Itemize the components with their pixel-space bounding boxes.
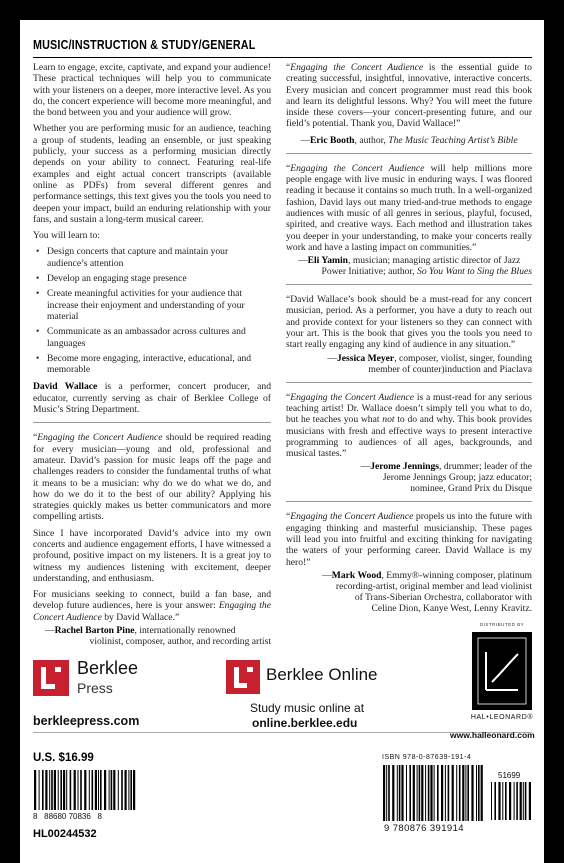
learn-intro: You will learn to: (33, 230, 100, 242)
price-code: 51699 (498, 771, 521, 780)
header-rule (33, 57, 532, 58)
upc-barcode (33, 770, 137, 815)
hal-leonard-name: HAL•LEONARD® (470, 714, 534, 721)
quote-pine: “Engaging the Concert Audience should be required reading for every musician—young and old, professional and amateur. David’s passion for music leaps off the page and challenges readers to consider the fundamental truths of what it means to be a musician: why do we do what we do, and how do we do it to the best of our ability? Applying his strategies quickly makes us better communicators and more compelling artists. Since I have incorporated David’s advice into my own concerts and audience engagement efforts, I have witnessed a profound, positive impact on my listeners. It is a great joy to witness my audiences listening with excitement, deeper understanding, and enthusiasm. For musicians seeking to connect, build a fan base, and develop future audiences, here is your answer: Engaging the Concert Audience by David Wallace.” —Rachel Barton Pine, internationally renowned violinist, composer, author, and recording artist (33, 432, 272, 648)
divider (286, 382, 532, 383)
description-paragraph: Whether you are performing music for an audience, teaching a group of students, leading an ensemble, or just speaking publicly, your success as a performing musician directly depends on your ability to connect. Featuring real-life examples and eight actual concert transcripts (available online as PDFs) from several different genres and performance settings, this text gives you the tools you need to deepen your impact, build an enduring relationship with your fans, and sustain a long-term musical career. (33, 123, 271, 225)
quote-attribution: —Mark Wood, Emmy®-winning composer, platinum recording-artist, original member and lead violinist of Trans-Siberian Orchestra, collaborator with Celine Dion, Kanye West, Lenny Kravitz. (322, 569, 532, 614)
isbn-barcode-icon (382, 765, 486, 821)
isbn-digits: 9 780876 391914 (384, 823, 464, 834)
berklee-press-url[interactable]: berkleepress.com (33, 714, 140, 728)
intro-paragraph: Learn to engage, excite, captivate, and expand your audience! These practical techniques will help you to communicate with your listeners on a deeper, more interactive level. As you do, the concert experience will become more meaningful, and the bond between you and your audience will grow. (33, 62, 271, 119)
quote-booth: “Engaging the Concert Audience is the essential guide to creating successful, insightful, innovative, interactive concerts. Every musician and concert programmer must read this book and learn its delightful lessons. Why? You will meet the future inside these covers—your concert-presenting future, and our field’s potential. Thank you, David Wallace!” —Eric Booth, author, The Music Teaching Artist’s Bible (286, 62, 532, 146)
divider (33, 422, 271, 423)
quote-attribution: —Eric Booth, author, The Music Teaching Artist’s Bible (300, 134, 518, 146)
author-bio: David Wallace is a performer, concert producer, and educator, currently serving as chair of Berklee College of Music’s String Department. (33, 381, 271, 416)
list-item: • Create meaningful activities for your audience that increase their enjoyment and understanding of your material (47, 288, 271, 322)
right-column (286, 62, 532, 614)
price-code-barcode (490, 782, 532, 825)
berklee-mark-icon (33, 660, 69, 696)
quote-wood: “Engaging the Concert Audience propels us into the future with engaging thinking and masterful musicianship. These pages will lead you into fruitful and exciting thinking for navigating the waters of your performing career. David Wallace is my hero!” —Mark Wood, Emmy®-winning composer, platinum recording-artist, original member and lead violinist of Trans-Siberian Orchestra, collaborator with Celine Dion, Kanye West, Lenny Kravitz. (286, 511, 532, 614)
berklee-mark-icon (226, 660, 260, 694)
list-item: • Communicate as an ambassador across cultures and languages (47, 326, 271, 349)
left-column (33, 62, 271, 647)
quote-yamin: “Engaging the Concert Audience will help millions more people engage with live music in enduring ways. I was floored reading it because it contains so much truth. In a well-organized fashion, David lays out many tried-and-true methods to engage audiences with music of all genres in serious, playful, focused, spirited, and creative ways. Each method and illustration takes you deeper in your understanding, to make your concerts really work and have a lasting impact on communities.” —Eli Yamin, musician; managing artistic director of Jazz Power Initiative; author, So You Want to Sing the Blues (286, 162, 532, 278)
hal-leonard-url[interactable]: www.halleonard.com (450, 730, 535, 740)
quote-jennings: “Engaging the Concert Audience is a must-read for any serious teaching artist! Dr. Wallace doesn’t simply tell you what to do, but he teaches you what not to do and why. This book provides musicians with fresh and effective ways to present interactive programming to audiences of all ages, backgrounds, and musical tastes.” —Jerome Jennings, drummer; leader of the Jerome Jennings Group; jazz educator; nominee, Grand Prix du Disque (286, 391, 532, 495)
divider (286, 153, 532, 154)
hal-leonard-logo (472, 632, 532, 710)
divider (286, 284, 532, 285)
hl-number: HL00244532 (33, 828, 97, 840)
quote-attribution: —Rachel Barton Pine, internationally renowned violinist, composer, author, and recording artist (45, 625, 271, 648)
quote-attribution: —Jessica Meyer, composer, violist, singer, founding member of counter)induction and Piaclava (327, 352, 532, 375)
isbn-label: ISBN 978-0-87639-191-4 (382, 754, 472, 761)
hal-leonard-emblem-icon (472, 632, 532, 710)
list-item: • Design concerts that capture and maintain your audience’s attention (47, 246, 271, 269)
learn-list (33, 246, 271, 375)
distributed-by-label: DISTRIBUTED BY (479, 622, 525, 627)
study-online-text: Study music online at (250, 701, 365, 715)
quote-attribution: —Jerome Jennings, drummer; leader of the Jerome Jennings Group; jazz educator; nominee, Grand Prix du Disque (360, 461, 532, 495)
author-name: David Wallace (33, 381, 98, 393)
price: U.S. $16.99 (33, 752, 94, 764)
back-cover: MUSIC/INSTRUCTION & STUDY/GENERAL Learn to engage, excite, captivate, and expand your audience! These practical techniques will help you to communicate with your listeners on a deeper, more interactive level. As you do, the concert experience will become more meaningful, and the bond between you and your audience will grow. Whether you are performing music for an audience, teaching a group of students, leading an ensemble, or just speaking publicly, your success as a performing musician directly depends on your ability to connect. Featuring real-life examples and eight actual concert transcripts (available online as PDFs) from several different genres and performance settings, this text gives you the tools you need to deepen your impact, build an enduring relationship with your fans, and sustain a long-term musical career. You will learn to: • Design concerts that capture and maintain your audience’s attention • Develop an engaging stage presence • Create meaningful activities for your audience that increase their enjoyment and understanding of your material • Communicate as an ambassador across cultures and languages • Become more engaging, interactive, educational, and memorable David Wallace is a performer, concert producer, and educator, currently serving as chair of Berklee College of Music’s String Department. “Engaging the Concert Audience should be required reading for every musician—young and old, professional and amateur. David’s passion for music leaps off the page and challenges readers to consider the fundamental truths of what it means to be a musician: why do we do what we do, and how do we do it to the best of our ability? Applying his strategies quickly makes us better communicators and more compelling artists. Since I have incorporated David’s advice into my own concerts and audience engagement efforts, I have witnessed a profound, positive impact on my listeners. It is a great joy to witness my audiences listening with excitement, deeper understanding, and enthusiasm. For musicians seeking to connect, build a fan base, and develop future audiences, here is your answer: Engaging the Concert Audience by David Wallace.” —Rachel Barton Pine, internationally renowned violinist, composer, author, and recording artist “Engaging the Concert Audience is the essential guide to creating successful, insightful, innovative, interactive concerts. Every musician and concert programmer must read this book and learn its delightful lessons. Why? You will meet the future inside these covers—your concert-presenting future, and our field’s potential. Thank you, David Wallace!” —Eric Booth, author, The Music Teaching Artist’s Bible “Engaging the Concert Audience will help millions more people engage with live music in enduring ways. I was floored reading it because it contains so much truth. In a well-organized fashion, David lays out many tried-and-true methods to engage audiences with music of all genres in serious, playful, focused, spirited, and creative ways. Each method and illustration takes you deeper in your understanding, to make your concerts really work and have a lasting impact on communities.” —Eli Yamin, musician; managing artistic director of Jazz Power Initiative; author, So You Want to Sing the Blues “David Wallace’s book should be a must-read for any concert musician, period. As a performer, you have a duty to reach out and provide context for your listeners so they can connect with your art. This is the book that gives you the tools you need to start really engaging any kind of audience in any situation.” —Jessica Meyer, composer, violist, singer, founding member of counter)induction and Piaclava “Engaging the Concert Audience is a must-read for any serious teaching artist! Dr. Wallace doesn’t simply tell you what to do, but he teaches you what not to do and why. This book provides musicians with fresh and effective ways to present interactive programming to audiences of all ages, backgrounds, and musical tastes.” —Jerome Jennings, drummer; leader of the Jerome Jennings Group; jazz educator; nominee, Grand Prix du Disque “Engaging the Concert Audience propels us into the future with engaging thinking and masterful musicianship. These pages will lead you into fruitful and exciting thinking for navigating the waters of your performing career. David Wallace is my hero!” —Mark Wood, Emmy®-winning composer, platinum recording-artist, original member and lead violinist of Trans-Siberian Orchestra, collaborator with Celine Dion, Kanye West, Lenny Kravitz. Berklee Press berkleepress.com Berklee Online Study music online at online.berklee.edu DISTRIBUTED BY HAL•LEONARD® www.halleonard.com U.S. $16.99 8 88680 70836 8 HL00244532 ISBN 978-0-87639-191-4 51699 9 780876 391914 (20, 20, 544, 863)
upc-barcode-icon (33, 770, 137, 810)
berklee-online-url[interactable]: online.berklee.edu (252, 716, 358, 730)
isbn-barcode (382, 765, 486, 826)
price-barcode-icon (490, 782, 532, 820)
category-header: MUSIC/INSTRUCTION & STUDY/GENERAL (33, 38, 256, 52)
list-item: • Become more engaging, interactive, educational, and memorable (47, 353, 271, 376)
quote-meyer: “David Wallace’s book should be a must-read for any concert musician, period. As a performer, you have a duty to reach out and provide context for your listeners so they can connect with your art. This is the book that gives you the tools you need to start really engaging any kind of audience in any situation.” —Jessica Meyer, composer, violist, singer, founding member of counter)induction and Piaclava (286, 294, 532, 375)
divider (286, 501, 532, 502)
quote-attribution: —Eli Yamin, musician; managing artistic director of Jazz Power Initiative; author, So You Want to Sing the Blues (298, 255, 532, 278)
upc-digits: 8 88680 70836 8 (33, 812, 102, 821)
list-item: • Develop an engaging stage presence (47, 273, 271, 284)
